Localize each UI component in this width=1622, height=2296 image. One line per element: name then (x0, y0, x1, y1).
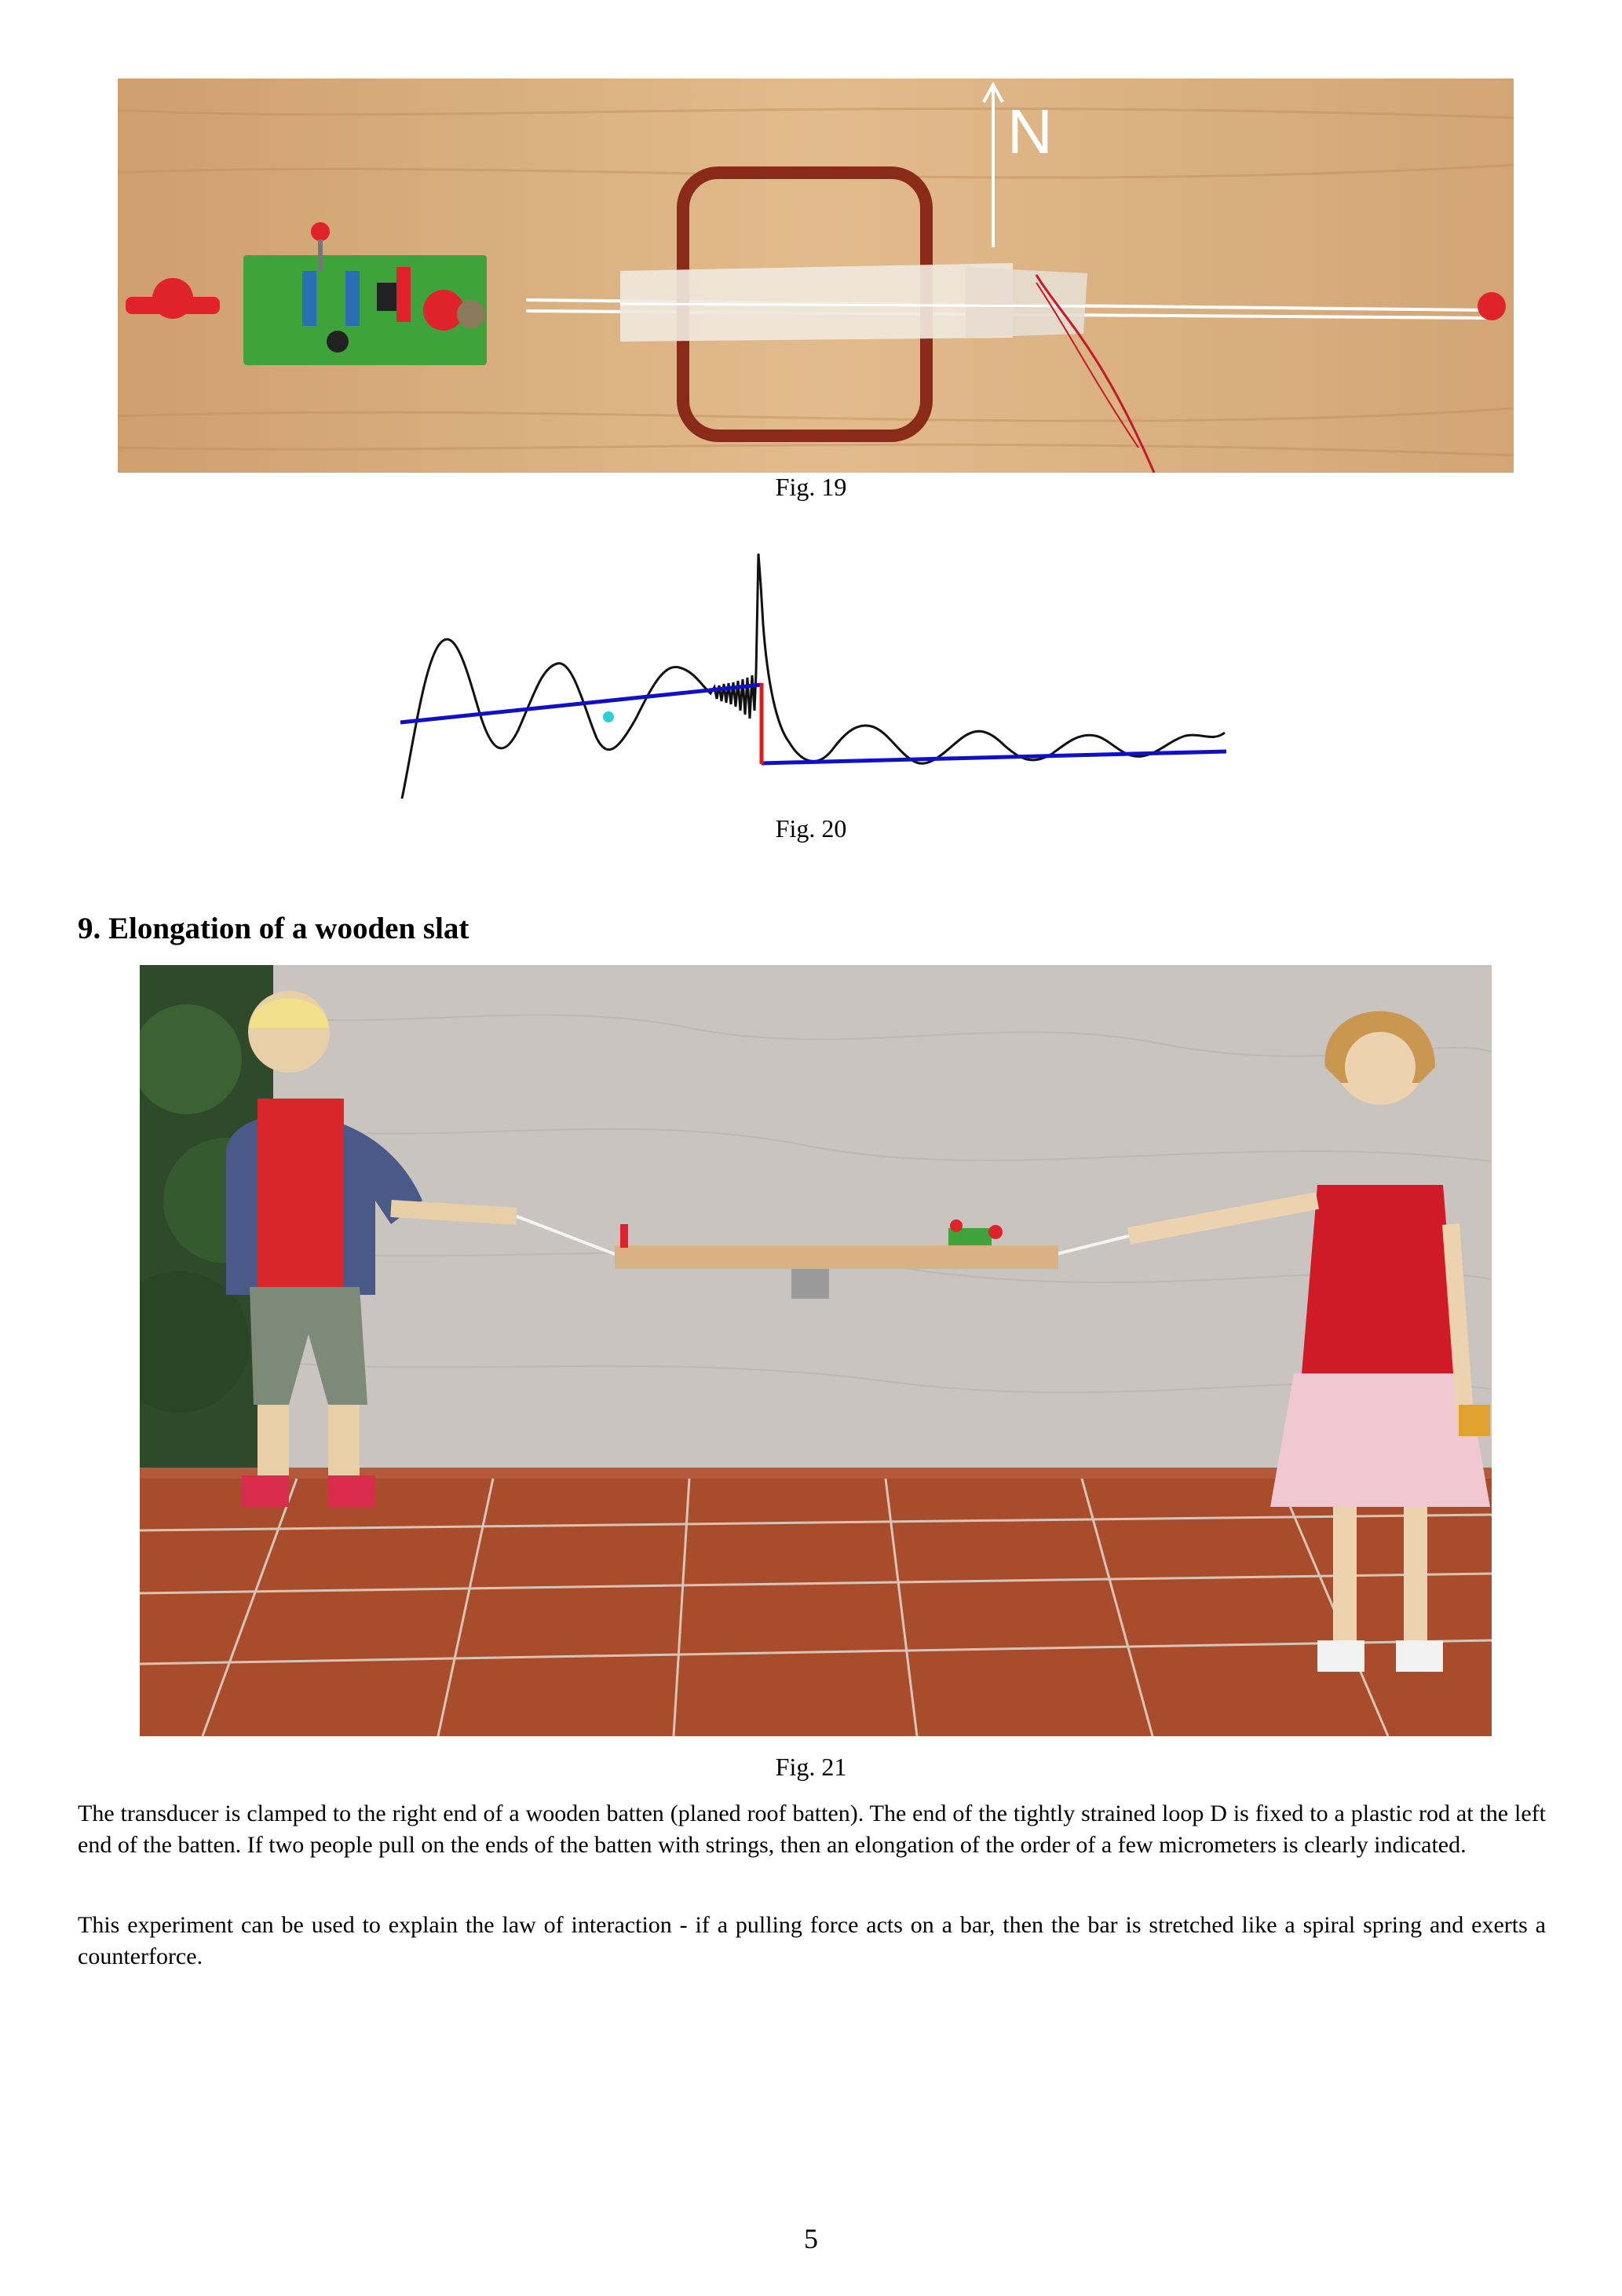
capacitor (345, 271, 360, 326)
meter-box (791, 1269, 829, 1299)
capacitor (302, 271, 316, 326)
fig20-caption: Fig. 20 (775, 814, 847, 843)
baseline-before (400, 685, 762, 722)
page-number: 5 (804, 2223, 818, 2254)
top-terminal (311, 222, 330, 241)
fig19-caption: Fig. 19 (775, 473, 847, 501)
transducer-terminal (950, 1219, 963, 1232)
section-heading: 9. Elongation of a wooden slat (78, 912, 469, 945)
left-terminal (152, 278, 193, 319)
right-end-terminal (1478, 292, 1506, 320)
screw-terminal (457, 300, 485, 328)
resistor (396, 267, 411, 322)
cursor-marker (603, 711, 614, 722)
tape-end (966, 267, 1087, 338)
north-label: N (1007, 97, 1053, 166)
transducer-terminal (988, 1225, 1003, 1239)
paragraph-2: This experiment can be used to explain the law of interaction - if a pulling force acts on a bar, then the bar is stretched like a spiral spring and exerts a counterforce. (78, 1912, 1546, 1969)
fig21-photo (140, 965, 1492, 1736)
baseline-after (762, 751, 1226, 763)
plastic-rod (620, 1224, 628, 1248)
tape-strip (620, 263, 1013, 342)
wooden-batten (615, 1245, 1058, 1269)
fig21-caption: Fig. 21 (775, 1753, 847, 1781)
fig19-photo (118, 79, 1514, 473)
transistor (327, 331, 349, 353)
paragraph-1: The transducer is clamped to the right end of a wooden batten (planed roof batten). The end of the tightly strained loop D is fixed to a plastic rod at the left end of the batten. If two people pull on the ends of the batten with strings, then an elongation of the order of a few micrometers is clearly indicated. (78, 1801, 1546, 1858)
fig20-plot (393, 554, 1233, 805)
